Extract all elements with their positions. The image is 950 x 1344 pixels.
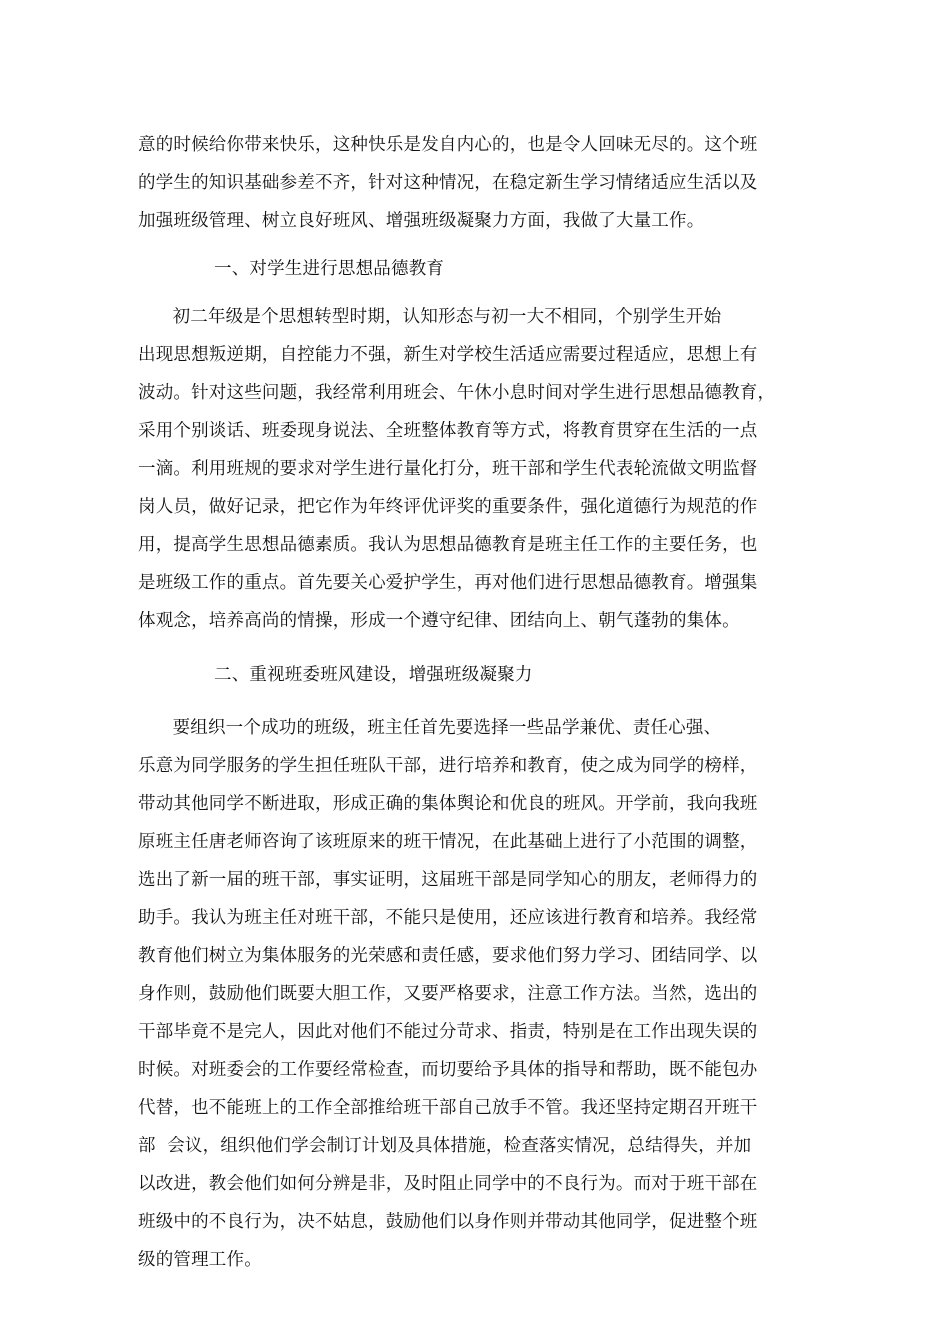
section-heading-1: 一、对学生进行思想品德教育 bbox=[214, 259, 445, 279]
section2-line: 代替，也不能班上的工作全部推给班干部自己放手不管。我还坚持定期召开班干 bbox=[138, 1098, 758, 1118]
section1-line: 岗人员，做好记录，把它作为年终评优评奖的重要条件，强化道德行为规范的作 bbox=[138, 497, 758, 517]
intro-line: 加强班级管理、树立良好班风、增强班级凝聚力方面，我做了大量工作。 bbox=[138, 211, 705, 231]
section1-line: 初二年级是个思想转型时期，认知形态与初一大不相同，个别学生开始 bbox=[138, 307, 722, 327]
section2-line: 助手。我认为班主任对班干部，不能只是使用，还应该进行教育和培养。我经常 bbox=[138, 908, 758, 928]
section1-line: 体观念，培养高尚的情操，形成一个遵守纪律、团结向上、朝气蓬勃的集体。 bbox=[138, 611, 740, 631]
section1-line: 一滴。利用班规的要求对学生进行量化打分，班干部和学生代表轮流做文明监督 bbox=[138, 459, 758, 479]
section2-line: 原班主任唐老师咨询了该班原来的班干情况，在此基础上进行了小范围的调整， bbox=[138, 832, 758, 852]
section2-line: 带动其他同学不断进取，形成正确的集体舆论和优良的班风。开学前，我向我班 bbox=[138, 794, 758, 814]
section2-line: 乐意为同学服务的学生担任班队干部，进行培养和教育，使之成为同学的榜样， bbox=[138, 756, 758, 776]
section1-line: 是班级工作的重点。首先要关心爱护学生，再对他们进行思想品德教育。增强集 bbox=[138, 573, 758, 593]
section2-line: 班级中的不良行为，决不姑息，鼓励他们以身作则并带动其他同学，促进整个班 bbox=[138, 1212, 758, 1232]
section2-line: 级的管理工作。 bbox=[138, 1250, 262, 1270]
section2-line: 部 会议，组织他们学会制订计划及具体措施，检查落实情况，总结得失，并加 bbox=[138, 1136, 752, 1156]
section2-line: 教育他们树立为集体服务的光荣感和责任感，要求他们努力学习、团结同学、以 bbox=[138, 946, 758, 966]
section-heading-2: 二、重视班委班风建设，增强班级凝聚力 bbox=[214, 665, 533, 685]
intro-line: 意的时候给你带来快乐，这种快乐是发自内心的，也是令人回味无尽的。这个班 bbox=[138, 135, 758, 155]
section1-line: 采用个别谈话、班委现身说法、全班整体教育等方式，将教育贯穿在生活的一点 bbox=[138, 421, 758, 441]
section1-line: 出现思想叛逆期，自控能力不强，新生对学校生活适应需要过程适应，思想上有 bbox=[138, 345, 758, 365]
section1-line: 用，提高学生思想品德素质。我认为思想品德教育是班主任工作的主要任务，也 bbox=[138, 535, 758, 555]
section1-line: 波动。针对这些问题，我经常利用班会、午休小息时间对学生进行思想品德教育， bbox=[138, 383, 776, 403]
section2-line: 要组织一个成功的班级，班主任首先要选择一些品学兼优、责任心强、 bbox=[138, 718, 722, 738]
intro-line: 的学生的知识基础参差不齐，针对这种情况，在稳定新生学习情绪适应生活以及 bbox=[138, 173, 758, 193]
section2-line: 身作则，鼓励他们既要大胆工作，又要严格要求，注意工作方法。当然，选出的 bbox=[138, 984, 758, 1004]
section2-line: 选出了新一届的班干部，事实证明，这届班干部是同学知心的朋友，老师得力的 bbox=[138, 870, 758, 890]
section2-line: 时候。对班委会的工作要经常检查，而切要给予具体的指导和帮助，既不能包办 bbox=[138, 1060, 758, 1080]
section2-line: 以改进，教会他们如何分辨是非，及时阻止同学中的不良行为。而对于班干部在 bbox=[138, 1174, 758, 1194]
section2-line: 干部毕竟不是完人，因此对他们不能过分苛求、指责，特别是在工作出现失误的 bbox=[138, 1022, 758, 1042]
